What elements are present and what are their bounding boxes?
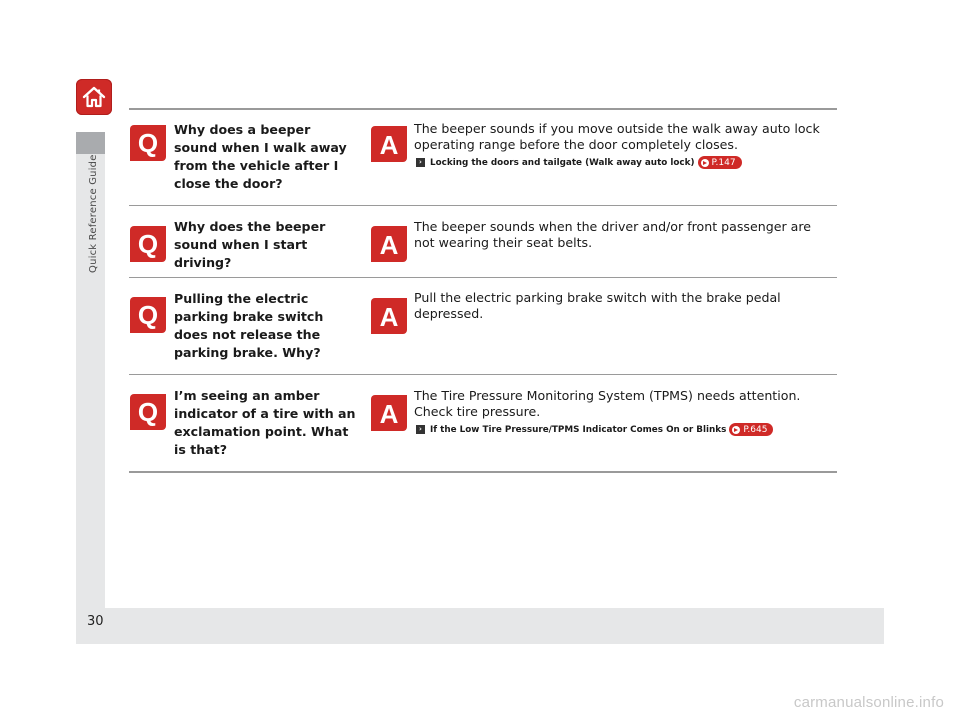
svg-text:A: A xyxy=(379,399,399,429)
question-text: I’m seeing an amber indicator of a tire with an exclamation point. What is that? xyxy=(174,388,356,457)
answer-text: The Tire Pressure Monitoring System (TPMS) needs attention. Check tire pressure. xyxy=(414,388,801,419)
svg-text:Q: Q xyxy=(137,128,159,158)
page-arrow-icon xyxy=(732,426,740,434)
divider-rule xyxy=(129,205,837,206)
top-rule xyxy=(129,108,837,110)
page-number: 30 xyxy=(87,614,104,629)
home-button[interactable] xyxy=(76,79,112,115)
watermark: carmanualsonline.info xyxy=(793,694,944,711)
answer-a-icon xyxy=(371,395,407,431)
footer-band xyxy=(76,608,884,644)
answer-a-icon xyxy=(371,226,407,262)
answer-block xyxy=(414,219,834,251)
page-reference: P.645 xyxy=(743,424,768,435)
page-reference-badge[interactable] xyxy=(698,156,742,169)
sidebar-tab-marker xyxy=(76,132,105,154)
question-q-icon xyxy=(130,125,166,161)
svg-text:Q: Q xyxy=(137,229,159,259)
reference-link[interactable] xyxy=(414,423,834,436)
reference-arrow-icon: › xyxy=(416,425,425,434)
reference-arrow-icon: › xyxy=(416,158,425,167)
svg-text:A: A xyxy=(379,130,399,160)
answer-text: The beeper sounds when the driver and/or front passenger are not wearing their seat belts. xyxy=(414,219,812,250)
question-q-icon xyxy=(130,226,166,262)
answer-a-icon xyxy=(371,126,407,162)
divider-rule xyxy=(129,277,837,278)
reference-link[interactable] xyxy=(414,156,834,169)
page-reference-badge[interactable] xyxy=(729,423,773,436)
svg-text:A: A xyxy=(379,230,399,260)
question-text: Why does the beeper sound when I start driving? xyxy=(174,219,326,270)
page-arrow-icon xyxy=(701,159,709,167)
svg-text:Q: Q xyxy=(137,300,159,330)
answer-block xyxy=(414,121,834,169)
question-q-icon xyxy=(130,394,166,430)
answer-block xyxy=(414,290,834,322)
home-icon xyxy=(81,85,107,109)
answer-text: Pull the electric parking brake switch with the brake pedal depressed. xyxy=(414,290,781,321)
sidebar-section-label: Quick Reference Guide xyxy=(88,154,99,273)
answer-text: The beeper sounds if you move outside the walk away auto lock operating range before the door completely closes. xyxy=(414,121,820,152)
answer-a-icon xyxy=(371,298,407,334)
question-text: Pulling the electric parking brake switch does not release the parking brake. Why? xyxy=(174,291,324,360)
svg-text:A: A xyxy=(379,302,399,332)
reference-text: If the Low Tire Pressure/TPMS Indicator Comes On or Blinks xyxy=(430,424,727,435)
page-reference: P.147 xyxy=(711,157,736,168)
bottom-rule xyxy=(129,471,837,473)
svg-text:Q: Q xyxy=(137,397,159,427)
divider-rule xyxy=(129,374,837,375)
question-q-icon xyxy=(130,297,166,333)
question-text: Why does a beeper sound when I walk away from the vehicle after I close the door? xyxy=(174,122,347,191)
answer-block xyxy=(414,388,834,436)
reference-text: Locking the doors and tailgate (Walk away auto lock) xyxy=(430,157,695,168)
